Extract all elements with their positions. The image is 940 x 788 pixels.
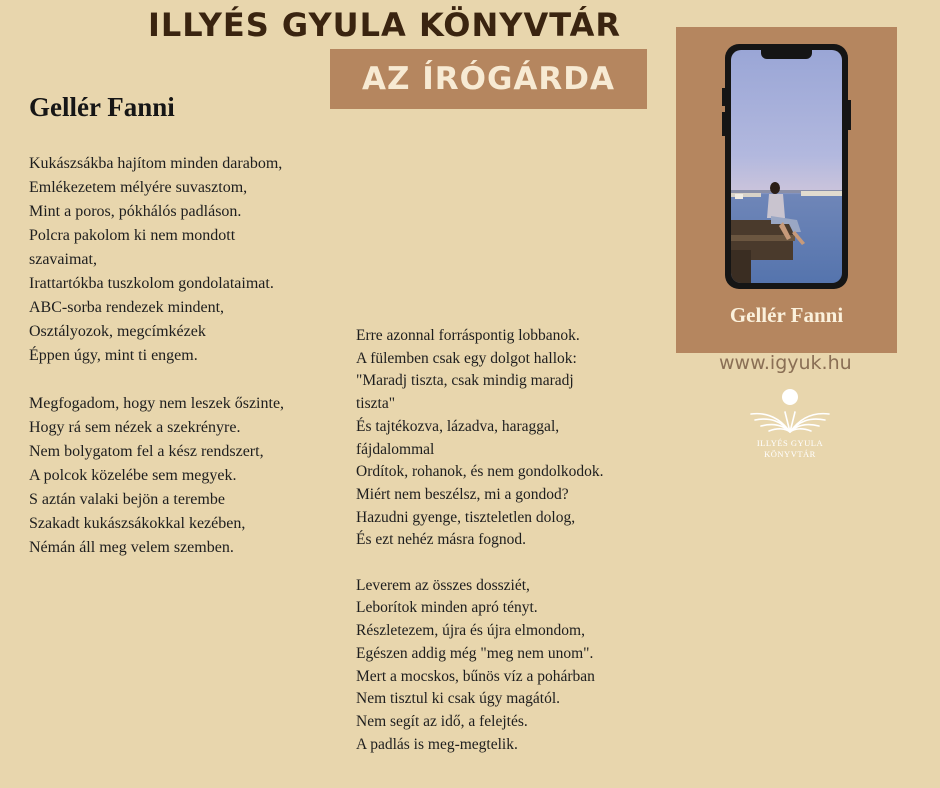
author-photo — [731, 50, 842, 283]
poem-line: Polcra pakolom ki nem mondott — [29, 227, 236, 244]
poem-line: Nem bolygatom fel a kész rendszert, — [29, 443, 264, 460]
poem-line: Éppen úgy, mint ti engem. — [29, 347, 198, 364]
page-title: ILLYÉS GYULA KÖNYVTÁR — [148, 6, 621, 44]
phone-side-button — [722, 88, 725, 106]
section-banner-label: AZ ÍRÓGÁRDA — [361, 61, 616, 97]
stanza-break — [356, 552, 604, 575]
poem-line: Mert a mocskos, bűnös víz a pohárban — [356, 667, 595, 685]
author-photo-scene — [731, 50, 842, 283]
poem-line: tiszta" — [356, 395, 396, 413]
poet-name-heading: Gellér Fanni — [29, 92, 175, 122]
poem-line: És tajtékozva, lázadva, haraggal, — [356, 417, 560, 435]
poem-line: Osztályozok, megcímkézek — [29, 323, 206, 340]
stanza-break — [29, 368, 284, 392]
poem-line: Szakadt kukászsákokkal kezében, — [29, 515, 246, 532]
phone-notch — [761, 50, 812, 59]
poem-line: S aztán valaki bejön a terembe — [29, 491, 225, 508]
poem-line: Némán áll meg velem szemben. — [29, 539, 234, 556]
poem-line: Ordítok, rohanok, és nem gondolkodok. — [356, 463, 604, 481]
poem-line: Megfogadom, hogy nem leszek őszinte, — [29, 395, 285, 412]
poem-line: Részletezem, újra és újra elmondom, — [356, 622, 585, 640]
poem-line: A fülemben csak egy dolgot hallok: — [356, 349, 577, 367]
poem-line: Egészen addig még "meg nem unom". — [356, 644, 594, 662]
phone-side-button — [722, 112, 725, 136]
phone-frame — [725, 44, 848, 289]
library-logo — [745, 388, 835, 463]
poem-line: És ezt nehéz másra fognod. — [356, 531, 527, 549]
photo-caption: Gellér Fanni — [729, 303, 844, 327]
poem-line: Leborítok minden apró tényt. — [356, 599, 538, 617]
poem-line: szavaimat, — [29, 251, 97, 268]
website-link[interactable]: www.igyuk.hu — [719, 352, 852, 374]
poem-column-right — [356, 325, 604, 756]
poem-line: Emlékezetem mélyére suvasztom, — [29, 179, 248, 196]
poem-line: Irattartókba tuszkolom gondolataimat. — [29, 275, 274, 292]
poem-line: A polcok közelébe sem megyek. — [29, 467, 237, 484]
poem-line: A padlás is meg-megtelik. — [356, 735, 518, 753]
poem-line: Nem segít az idő, a felejtés. — [356, 712, 528, 730]
poem-line: Mint a poros, pókhálós padláson. — [29, 203, 242, 220]
phone-side-button — [848, 100, 851, 130]
logo-text-line1: ILLYÉS GYULA — [756, 438, 824, 448]
poem-line: Hazudni gyenge, tiszteletlen dolog, — [356, 508, 576, 526]
logo-text-line2: KÖNYVTÁR — [764, 449, 816, 459]
poem-column-left — [29, 152, 284, 560]
poem-line: Kukászsákba hajítom minden darabom, — [29, 155, 283, 172]
poem-line: Hogy rá sem nézek a szekrényre. — [29, 419, 241, 436]
poem-line: fájdalommal — [356, 440, 435, 458]
poem-line: Erre azonnal forráspontig lobbanok. — [356, 327, 580, 344]
poem-line: ABC-sorba rendezek mindent, — [29, 299, 225, 316]
poem-line: "Maradj tiszta, csak mindig maradj — [356, 372, 574, 390]
section-banner — [330, 49, 647, 109]
poem-line: Miért nem beszélsz, mi a gondod? — [356, 485, 569, 503]
poem-line: Nem tisztul ki csak úgy magától. — [356, 690, 561, 708]
poem-line: Leverem az összes dossziét, — [356, 576, 530, 594]
author-photo-card — [676, 27, 897, 353]
open-book-icon — [745, 388, 835, 436]
